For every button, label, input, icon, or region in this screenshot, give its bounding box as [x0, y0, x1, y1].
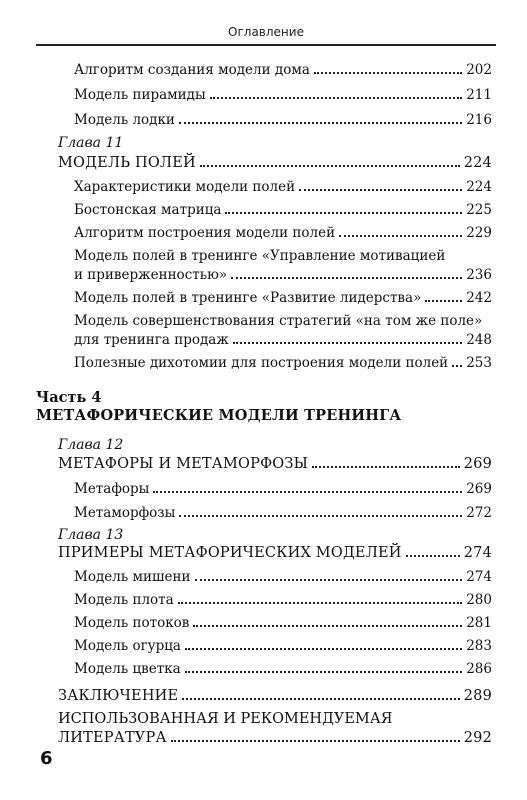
toc-entry[interactable]	[74, 178, 492, 196]
toc-entry[interactable]	[74, 224, 492, 242]
dot-leader	[339, 235, 462, 237]
toc-entry-page: 216	[466, 112, 492, 128]
toc-entry-title: Модель плота	[74, 592, 174, 608]
toc-entry-page: 224	[466, 179, 492, 195]
toc-entry-title-line1: Модель полей в тренинге «Управление мотивацией	[74, 248, 446, 264]
dot-leader	[200, 165, 460, 167]
dot-leader	[314, 72, 462, 74]
chapter-label: Глава 11	[58, 135, 124, 151]
chapter-label: Глава 12	[58, 437, 124, 453]
toc-entry[interactable]	[74, 86, 492, 104]
dot-leader	[179, 122, 462, 124]
part-label: Часть 4	[36, 389, 102, 406]
dot-leader	[312, 466, 460, 468]
toc-entry-title: Модель мишени	[74, 569, 191, 585]
toc-entry-page: 274	[466, 569, 492, 585]
chapter-title: МОДЕЛЬ ПОЛЕЙ	[58, 155, 196, 171]
toc-entry-page: 274	[463, 545, 492, 561]
toc-entry-title: Метаморфозы	[74, 505, 176, 521]
dot-leader	[210, 97, 463, 99]
dot-leader	[185, 648, 462, 650]
toc-entry-page: 289	[463, 688, 492, 704]
dot-leader	[171, 740, 460, 742]
toc-entry-title: Алгоритм создания модели дома	[74, 62, 310, 78]
toc-entry-title: Модель полей в тренинге «Развитие лидерства»	[74, 290, 422, 306]
toc-entry-page: 211	[466, 87, 492, 103]
toc-entry[interactable]	[74, 568, 492, 586]
dot-leader	[179, 515, 462, 517]
dot-leader	[299, 189, 462, 191]
toc-entry[interactable]	[74, 61, 492, 79]
toc-entry-page: 283	[466, 638, 492, 654]
chapter-title: ЛИТЕРАТУРА	[58, 730, 167, 746]
toc-entry[interactable]	[74, 331, 492, 349]
running-header-title: Оглавление	[228, 25, 304, 39]
chapter-title: ПРИМЕРЫ МЕТАФОРИЧЕСКИХ МОДЕЛЕЙ	[58, 545, 402, 561]
toc-entry-page: 269	[463, 456, 492, 472]
chapter-title: МЕТАФОРЫ И МЕТАМОРФОЗЫ	[58, 456, 309, 472]
toc-entry-title: Бостонская матрица	[74, 202, 222, 218]
dot-leader	[178, 602, 463, 604]
toc-chapter-entry[interactable]	[58, 544, 492, 562]
toc-entry-title-line1: ИСПОЛЬЗОВАННАЯ И РЕКОМЕНДУЕМАЯ	[58, 711, 393, 727]
toc-entry-title: Модель лодки	[74, 112, 175, 128]
toc-entry-title-line1: Модель совершенствования стратегий «на том же поле»	[74, 313, 483, 329]
toc-entry-page: 236	[466, 267, 492, 283]
toc-entry-title: Модель пирамиды	[74, 87, 206, 103]
dot-leader	[233, 342, 462, 344]
toc-entry-title: Модель потоков	[74, 615, 190, 631]
dot-leader	[425, 300, 462, 302]
dot-leader	[231, 277, 462, 279]
chapter-title: ЗАКЛЮЧЕНИЕ	[58, 688, 179, 704]
toc-entry-page: 248	[466, 332, 492, 348]
dot-leader	[225, 212, 462, 214]
toc-entry-page: 286	[466, 661, 492, 677]
dot-leader	[452, 365, 462, 367]
toc-entry-page: 281	[466, 615, 492, 631]
toc-entry-title: Модель огурца	[74, 638, 181, 654]
part-title: МЕТАФОРИЧЕСКИЕ МОДЕЛИ ТРЕНИНГА	[36, 407, 402, 424]
toc-entry-title: Полезные дихотомии для построения модели полей	[74, 355, 449, 371]
toc-entry-page: 269	[466, 481, 492, 497]
toc-chapter-entry[interactable]	[58, 729, 492, 747]
dot-leader	[153, 491, 462, 493]
toc-entry-title: для тренинга продаж	[74, 332, 229, 348]
toc-entry[interactable]	[74, 504, 492, 522]
dot-leader	[195, 579, 463, 581]
toc-entry-title: и приверженностью»	[74, 267, 228, 283]
toc-entry[interactable]	[74, 591, 492, 609]
dot-leader	[182, 698, 459, 700]
toc-entry-page: 202	[466, 62, 492, 78]
toc-entry[interactable]	[74, 480, 492, 498]
toc-entry-page: 280	[466, 592, 492, 608]
toc-entry-title: Модель цветка	[74, 661, 181, 677]
dot-leader	[185, 671, 463, 673]
toc-chapter-entry[interactable]	[58, 154, 492, 172]
dot-leader	[193, 625, 462, 627]
toc-entry-title: Характеристики модели полей	[74, 179, 296, 195]
toc-entry[interactable]	[74, 289, 492, 307]
toc-entry-page: 224	[463, 155, 492, 171]
toc-entry[interactable]	[74, 201, 492, 219]
toc-entry-page: 242	[466, 290, 492, 306]
page-number: 6	[40, 748, 53, 769]
toc-entry-page: 292	[463, 730, 492, 746]
toc-entry[interactable]	[74, 266, 492, 284]
toc-entry-title: Метафоры	[74, 481, 150, 497]
toc-entry[interactable]	[74, 354, 492, 372]
toc-chapter-entry[interactable]	[58, 455, 492, 473]
toc-entry-page: 229	[466, 225, 492, 241]
toc-entry[interactable]	[74, 637, 492, 655]
toc-entry[interactable]	[74, 614, 492, 632]
toc-entry-page: 225	[466, 202, 492, 218]
toc-entry-page: 272	[466, 505, 492, 521]
toc-entry[interactable]	[74, 111, 492, 129]
toc-entry-title: Алгоритм построения модели полей	[74, 225, 336, 241]
toc-entry-page: 253	[466, 355, 492, 371]
toc-entry[interactable]	[74, 660, 492, 678]
chapter-label: Глава 13	[58, 527, 124, 543]
dot-leader	[406, 555, 460, 557]
toc-chapter-entry[interactable]	[58, 687, 492, 705]
